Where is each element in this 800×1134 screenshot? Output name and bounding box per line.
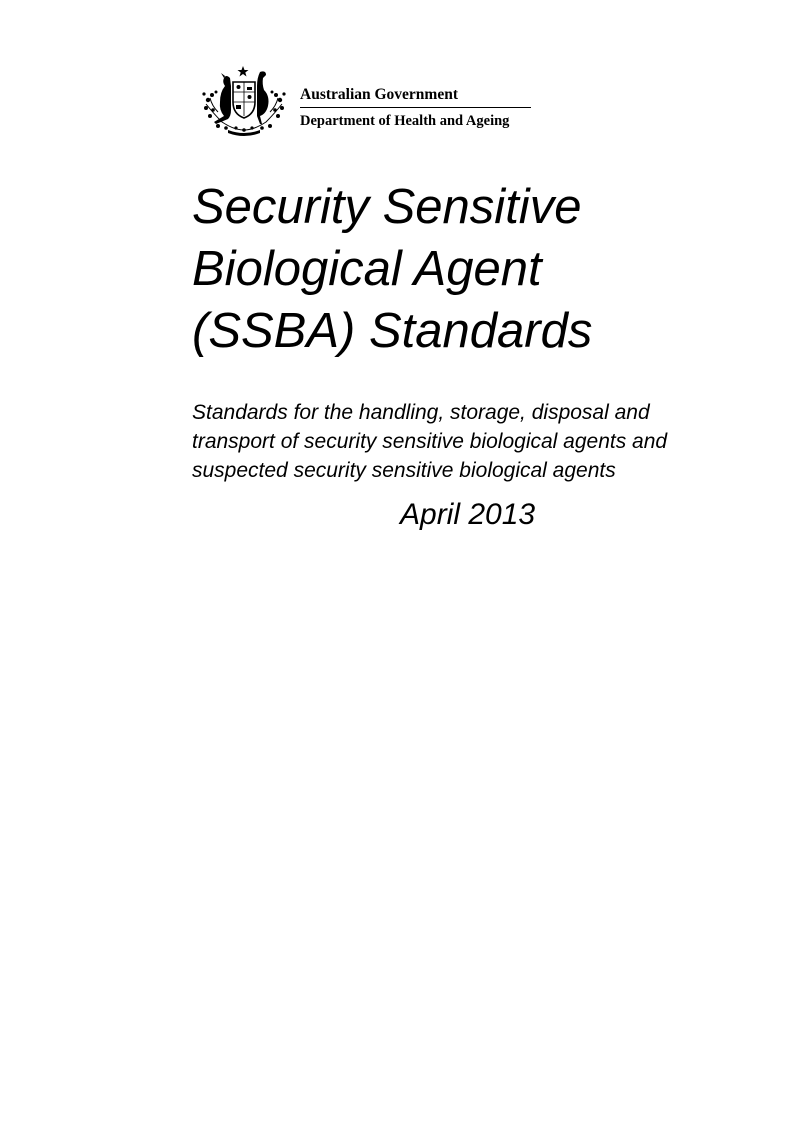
government-logo-header bbox=[200, 64, 540, 136]
title-line: Biological Agent bbox=[192, 242, 542, 296]
subtitle-line: suspected security sensitive biological agents bbox=[192, 459, 616, 482]
title-line: Security Sensitive bbox=[192, 180, 582, 234]
government-name: Australian Government bbox=[300, 86, 459, 103]
government-identity bbox=[300, 86, 532, 130]
publication-date: April 2013 bbox=[400, 498, 536, 531]
subtitle-line: transport of security sensitive biological agents and bbox=[192, 430, 668, 453]
header-divider bbox=[300, 107, 531, 108]
document-title bbox=[192, 176, 752, 362]
department-name: Department of Health and Ageing bbox=[300, 113, 510, 129]
document-subtitle bbox=[192, 398, 772, 485]
commonwealth-coat-of-arms-icon bbox=[200, 64, 290, 136]
subtitle-line: Standards for the handling, storage, disposal and bbox=[192, 401, 650, 424]
title-line: (SSBA) Standards bbox=[192, 304, 593, 358]
